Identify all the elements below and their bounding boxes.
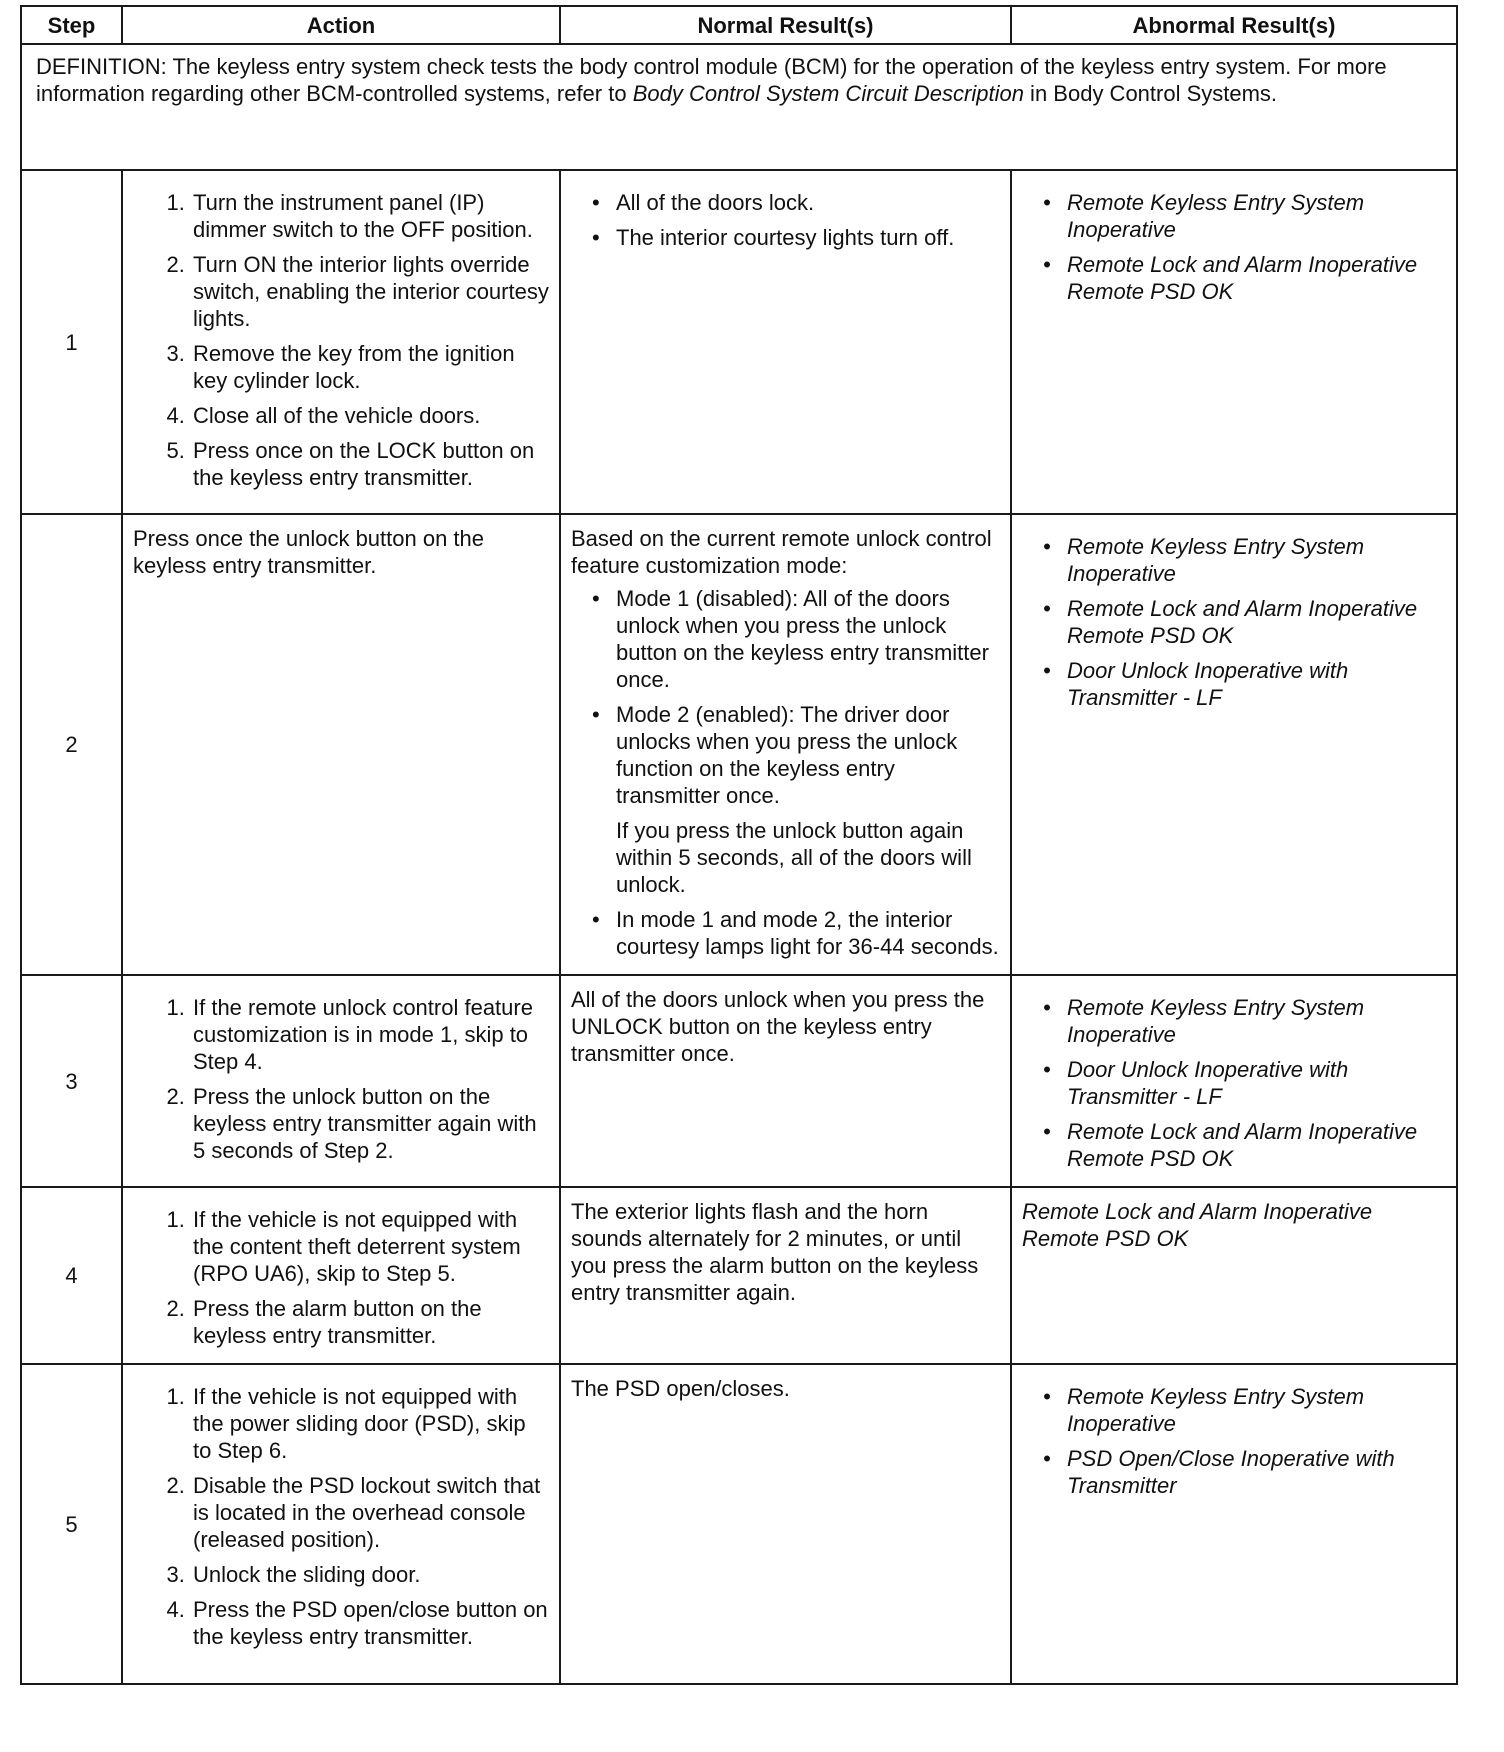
definition-cell [21,44,1457,170]
normal-result-cell [560,1187,1011,1364]
normal-result-cell [560,514,1011,975]
action-list [133,1206,549,1349]
action-item: 2. Turn ON the interior lights override switch, enabling the interior courtesy lights. [191,251,549,332]
action-list [133,994,549,1164]
normal-result-text: The PSD open/closes. [571,1376,790,1401]
abnormal-result-item: • Remote Keyless Entry System Inoperative [1067,994,1446,1048]
normal-result-list-2 [571,906,1000,960]
abnormal-result-item: • Remote Keyless Entry System Inoperative [1067,189,1446,243]
normal-result-item: • Mode 1 (disabled): All of the doors unlock when you press the unlock button on the keyless entry transmitter once. [616,585,1000,693]
normal-result-item: • All of the doors lock. [616,189,1000,216]
normal-result-intro: Based on the current remote unlock control feature customization mode: [571,526,992,578]
abnormal-result-list [1022,994,1446,1172]
abnormal-result-item: • Door Unlock Inoperative with Transmitter - LF [1067,1056,1446,1110]
abnormal-result-list [1022,189,1446,305]
abnormal-result-item: • Remote Lock and Alarm Inoperative Remote PSD OK [1067,595,1446,649]
action-cell [122,1364,560,1684]
header-normal-results: Normal Result(s) [560,6,1011,44]
action-item: 3. Unlock the sliding door. [191,1561,549,1588]
action-item: 2. Press the alarm button on the keyless entry transmitter. [191,1295,549,1349]
step-number: 1 [21,170,122,514]
abnormal-result-list [1022,533,1446,711]
normal-result-note: If you press the unlock button again within 5 seconds, all of the doors will unlock. [616,818,972,897]
definition-row [21,44,1457,170]
action-item: 1. If the vehicle is not equipped with the power sliding door (PSD), skip to Step 6. [191,1383,549,1464]
normal-result-text: All of the doors unlock when you press the UNLOCK button on the keyless entry transmitter once. [571,987,985,1066]
definition-in-word: in [1023,81,1054,106]
abnormal-result-cell [1011,975,1457,1187]
header-abnormal-results: Abnormal Result(s) [1011,6,1457,44]
normal-result-item-text: • Mode 2 (enabled): The driver door unlocks when you press the unlock function on the keyless entry transmitter once. [616,702,958,808]
abnormal-result-item: • Remote Lock and Alarm Inoperative Remote PSD OK [1067,1118,1446,1172]
normal-result-cell [560,975,1011,1187]
definition-suffix: Body Control Systems. [1053,81,1278,106]
keyless-entry-check-table [20,5,1458,1685]
action-text: Press once the unlock button on the keyless entry transmitter. [133,526,485,578]
abnormal-result-text: Remote Lock and Alarm Inoperative Remote PSD OK [1022,1199,1373,1251]
header-row [21,6,1457,44]
abnormal-result-item: • Remote Lock and Alarm Inoperative Remote PSD OK [1067,251,1446,305]
action-item: 1. If the vehicle is not equipped with the content theft deterrent system (RPO UA6), skip to Step 5. [191,1206,549,1287]
step-row-5 [21,1364,1457,1684]
action-item: 1. Turn the instrument panel (IP) dimmer switch to the OFF position. [191,189,549,243]
action-list [133,189,549,491]
step-row-2 [21,514,1457,975]
abnormal-result-cell [1011,514,1457,975]
action-cell [122,1187,560,1364]
normal-result-item: • The interior courtesy lights turn off. [616,224,1000,251]
normal-result-text: The exterior lights flash and the horn sounds alternately for 2 minutes, or until you press the alarm button on the keyless entry transmitter again. [571,1199,979,1305]
definition-text: DEFINITION: The keyless entry system check tests the body control module (BCM) for the operation of the keyless entry system. For more information regarding other BCM-controlled systems, refer to [36,54,1387,106]
normal-result-item: • In mode 1 and mode 2, the interior courtesy lamps light for 36-44 seconds. [616,906,1000,960]
normal-result-note-wrap [571,817,1000,898]
action-item: 3. Remove the key from the ignition key cylinder lock. [191,340,549,394]
action-item: 2. Disable the PSD lockout switch that is located in the overhead console (released position). [191,1472,549,1553]
header-action: Action [122,6,560,44]
step-row-3 [21,975,1457,1187]
abnormal-result-item: • PSD Open/Close Inoperative with Transmitter [1067,1445,1446,1499]
abnormal-result-item: • Remote Keyless Entry System Inoperative [1067,533,1446,587]
normal-result-list [571,585,1000,809]
action-cell [122,514,560,975]
normal-result-list [571,189,1000,251]
step-number: 5 [21,1364,122,1684]
definition-reference-link-text: Body Control System Circuit Description [632,81,1024,106]
normal-result-item [616,701,1000,809]
abnormal-result-item: • Remote Keyless Entry System Inoperative [1067,1383,1446,1437]
action-item: 4. Close all of the vehicle doors. [191,402,549,429]
abnormal-result-cell [1011,1187,1457,1364]
step-row-4 [21,1187,1457,1364]
normal-result-cell [560,170,1011,514]
action-list [133,1383,549,1650]
action-item: 1. If the remote unlock control feature customization is in mode 1, skip to Step 4. [191,994,549,1075]
header-step: Step [21,6,122,44]
abnormal-result-item: • Door Unlock Inoperative with Transmitter - LF [1067,657,1446,711]
abnormal-result-cell [1011,1364,1457,1684]
action-item: 2. Press the unlock button on the keyless entry transmitter again with 5 seconds of Step 2. [191,1083,549,1164]
abnormal-result-list [1022,1383,1446,1499]
step-row-1 [21,170,1457,514]
step-number: 2 [21,514,122,975]
action-item: 5. Press once on the LOCK button on the keyless entry transmitter. [191,437,549,491]
step-number: 4 [21,1187,122,1364]
abnormal-result-cell [1011,170,1457,514]
normal-result-cell [560,1364,1011,1684]
action-cell [122,170,560,514]
action-item: 4. Press the PSD open/close button on the keyless entry transmitter. [191,1596,549,1650]
action-cell [122,975,560,1187]
step-number: 3 [21,975,122,1187]
